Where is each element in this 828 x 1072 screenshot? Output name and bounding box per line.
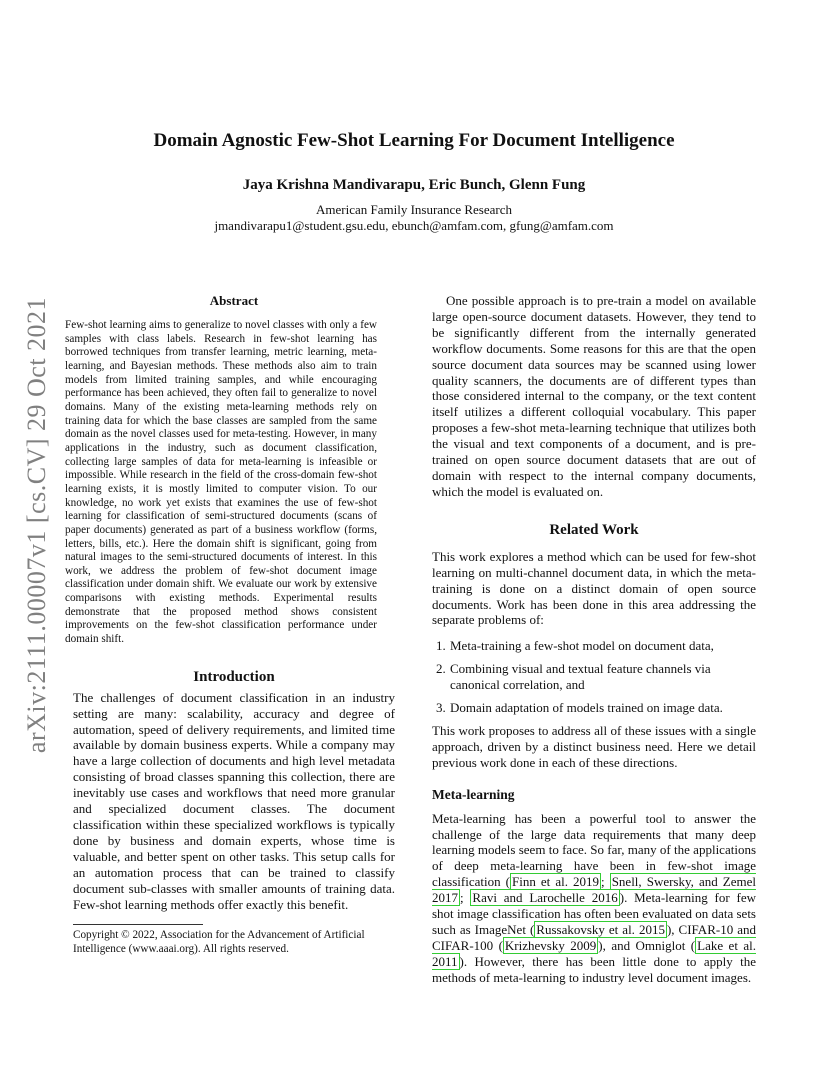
related-work-outro: This work proposes to address all of these issues with a single approach, driven by a distinct business need. Here we detail previous work done in each of these directions. bbox=[432, 722, 756, 770]
list-item: 3. Domain adaptation of models trained on image data. bbox=[449, 700, 756, 716]
related-work-heading: Related Work bbox=[549, 521, 639, 538]
meta-learning-heading: Meta-learning bbox=[432, 786, 515, 802]
citation-link[interactable]: Krizhevsky 2009 bbox=[504, 937, 597, 953]
introduction-text: The challenges of document classification in an industry setting are many: scalability, accuracy and degree of automation, speed of delivery requirements, and limited time available by domain business experts. While a company may have a large collection of documents and high level metadata consisting of broad classes spanning this collection, there are inevitably use cases and workflows that need more granular and specialized document classes. The document classification within these specialized workflows is typically done by business and domain experts, whose time is valuable, and better spent on other tasks. This setup calls for an automation process that can be trained to classify document sub-classes with smaller amounts of training data. Few-shot learning methods offer exactly this benefit. bbox=[73, 689, 395, 912]
text-run: Meta-learning has been a powerful tool to answer the challenge of the large data requirements that many deep learning models seem to face. So far, many of the applications of deep meta-learning have been in few-shot image classification ( bbox=[432, 810, 756, 890]
author-list: Jaya Krishna Mandivarapu, Eric Bunch, Glenn Fung bbox=[242, 177, 586, 193]
meta-learning-text bbox=[432, 811, 756, 986]
left-column bbox=[65, 293, 395, 956]
intro-continuation: One possible approach is to pre-train a model on available large open-source document datasets. However, they tend to be significantly different from the internally generated workflow documents. Some reasons for this are that the open source document data sources may be scanned using lower quality scanners, the documents are of different types than those considered internal to the company, or the text content itself utilizes a different colloquial vocabulary. This paper proposes a few-shot meta-learning technique that utilizes both the visual and text components of a document, and is pre-trained on open source document datasets that are out of domain with respect to the internal company documents, which the model is evaluated on. bbox=[432, 293, 756, 499]
list-item: 2. Combining visual and textual feature channels via canonical correlation, and bbox=[449, 661, 756, 693]
abstract-text: Few-shot learning aims to generalize to novel classes with only a few samples with class labels. Research in few-shot learning has borrowed techniques from transfer learning, metric learning, meta-learning, and Bayesian methods. These methods also aim to train models from limited training samples, and while encouraging performance has been achieved, they often fail to generalize to novel domains. Many of the existing meta-learning methods rely on training data for which the base classes are sampled from the same domain as the novel classes used for meta-testing. However, in many applications in the industry, such as document classification, collecting large samples of data for meta-learning is infeasible or impossible. While research in the field of the cross-domain few-shot learning exists, it is mostly limited to computer vision. To our knowledge, no work yet exists that examines the use of few-shot learning for classification of semi-structured documents (scans of paper documents) generated as part of a business workflow (forms, letters, bills, etc.). Here the domain shift is significant, going from natural images to the semi-structured documents of interest. In this work, we address the problem of few-shot document image classification under domain shift. We evaluate our work by extensive comparisons with existing methods. Experimental results demonstrate that the proposed method shows consistent improvements on the few-shot classification performance under domain shift. bbox=[65, 319, 377, 646]
arxiv-identifier bbox=[20, 290, 54, 760]
list-item: 1. Meta-training a few-shot model on document data, bbox=[449, 638, 756, 654]
footnote-divider bbox=[73, 924, 203, 925]
text-run: ), and Omniglot ( bbox=[598, 937, 696, 953]
text-run: ; bbox=[601, 874, 610, 890]
text-run: ; bbox=[460, 890, 471, 906]
affiliation-block bbox=[0, 202, 828, 234]
text-run: ). However, there has been little done to apply the methods of meta-learning to industry level document images. bbox=[432, 953, 756, 985]
text-run: ), CIFAR-10 and CIFAR-100 ( bbox=[432, 922, 756, 953]
abstract bbox=[65, 319, 377, 647]
citation-link[interactable]: Finn et al. 2019 bbox=[511, 874, 600, 890]
text-run: ). Meta-learning for few shot image classification has often been evaluated on data sets such as ImageNet ( bbox=[432, 890, 756, 937]
arxiv-identifier-text: arXiv:2111.00007v1 [cs.CV] 29 Oct 2021 bbox=[22, 296, 51, 754]
author-emails: jmandivarapu1@student.gsu.edu, ebunch@amfam.com, gfung@amfam.com bbox=[214, 218, 614, 233]
citation-link[interactable]: Ravi and Larochelle 2016 bbox=[472, 890, 618, 906]
copyright-notice: Copyright © 2022, Association for the Advancement of Artificial Intelligence (www.aaai.org). All rights reserved. bbox=[73, 929, 365, 955]
introduction-heading: Introduction bbox=[193, 668, 275, 685]
problem-list bbox=[432, 638, 756, 716]
right-column bbox=[432, 293, 756, 986]
paper-title: Domain Agnostic Few-Shot Learning For Document Intelligence bbox=[153, 130, 675, 151]
affiliation: American Family Insurance Research bbox=[315, 202, 512, 217]
abstract-heading: Abstract bbox=[209, 293, 259, 308]
citation-link[interactable]: Russakovsky et al. 2015 bbox=[536, 922, 665, 937]
citation-link[interactable]: Lake et al. 2011 bbox=[432, 937, 756, 969]
related-work-intro: This work explores a method which can be used for few-shot learning on multi-channel document data, in which the meta-training is done on a distinct domain of open source documents. Work has been done in this area addressing the separate problems of: bbox=[432, 548, 756, 628]
citation-link[interactable]: Snell, Swersky, and Zemel 2017 bbox=[432, 874, 756, 906]
